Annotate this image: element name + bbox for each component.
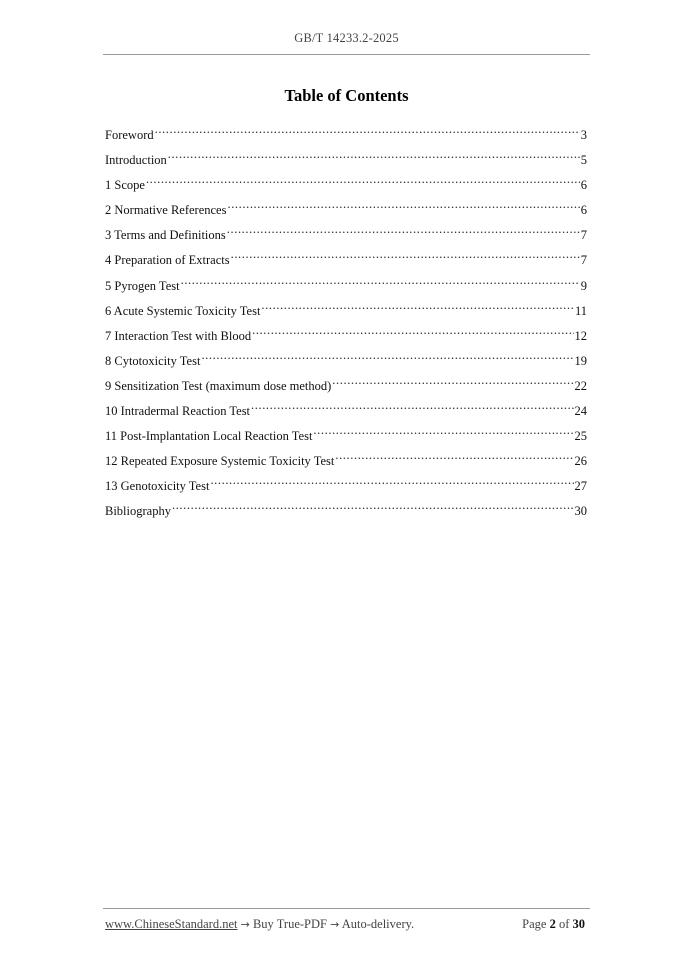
toc-entry-post-implantation-local-reaction-test[interactable] (105, 420, 587, 445)
toc-entry-label: 1 Scope (105, 178, 145, 193)
toc-entry-page: 9 (580, 278, 587, 293)
total-pages-number: 30 (572, 917, 585, 931)
toc-entry-label: 10 Intradermal Reaction Test (105, 404, 251, 419)
toc-leader-dots (313, 420, 573, 440)
toc-entry-page: 24 (574, 404, 587, 419)
auto-delivery-text: Auto-delivery. (341, 917, 415, 931)
toc-leader-dots (251, 395, 573, 415)
toc-entry-label: 2 Normative References (105, 203, 227, 218)
toc-entry-sensitization-test[interactable] (105, 370, 587, 395)
toc-leader-dots (252, 320, 573, 340)
toc-entry-label: 12 Repeated Exposure Systemic Toxicity Test (105, 454, 335, 469)
toc-entry-label: Introduction (105, 153, 167, 168)
toc-entry-page: 30 (574, 504, 587, 519)
toc-entry-genotoxicity-test[interactable] (105, 470, 587, 495)
toc-entry-page: 25 (574, 429, 587, 444)
toc-entry-scope[interactable] (105, 169, 587, 194)
toc-entry-label: 5 Pyrogen Test (105, 278, 180, 293)
toc-leader-dots (335, 445, 573, 465)
toc-entry-normative-references[interactable] (105, 194, 587, 219)
toc-entry-page: 26 (574, 454, 587, 469)
toc-entry-label: Bibliography (105, 504, 171, 519)
right-arrow-icon: → (330, 918, 340, 931)
toc-leader-dots (227, 194, 579, 214)
toc-entry-page: 6 (580, 178, 587, 193)
toc-entry-page: 6 (580, 203, 587, 218)
current-page-number: 2 (549, 917, 556, 931)
toc-leader-dots (231, 244, 580, 264)
toc-entry-page: 22 (574, 378, 587, 393)
site-link[interactable]: www.ChineseStandard.net (105, 917, 238, 931)
toc-leader-dots (261, 295, 574, 315)
toc-entry-page: 7 (580, 228, 587, 243)
toc-leader-dots (155, 119, 580, 139)
toc-entry-page: 12 (574, 328, 587, 343)
page-indicator (522, 917, 585, 932)
toc-entry-label: 6 Acute Systemic Toxicity Test (105, 303, 261, 318)
toc-entry-pyrogen-test[interactable] (105, 270, 587, 295)
toc-leader-dots (146, 169, 580, 189)
toc-entry-interaction-test-with-blood[interactable] (105, 320, 587, 345)
toc-entry-page: 3 (580, 128, 587, 142)
toc-entry-bibliography[interactable] (105, 495, 587, 520)
toc-entry-label: 8 Cytotoxicity Test (105, 353, 201, 368)
toc-entry-preparation-of-extracts[interactable] (105, 244, 587, 269)
toc-entry-introduction[interactable] (105, 144, 587, 169)
toc-leader-dots (210, 470, 573, 490)
toc-leader-dots (227, 219, 580, 239)
toc-entry-foreword[interactable] (105, 119, 587, 144)
toc-entry-intradermal-reaction-test[interactable] (105, 395, 587, 420)
toc-entry-label: 9 Sensitization Test (maximum dose method) (105, 378, 332, 393)
toc-entry-label: 11 Post-Implantation Local Reaction Test (105, 429, 313, 444)
toc-entry-page: 11 (574, 303, 587, 318)
toc-entry-page: 27 (574, 479, 587, 494)
toc-leader-dots (172, 495, 574, 515)
footer-divider (103, 908, 590, 909)
toc-entry-label: 4 Preparation of Extracts (105, 253, 230, 268)
toc-entry-acute-systemic-toxicity-test[interactable] (105, 295, 587, 320)
header-divider (103, 54, 590, 55)
toc-leader-dots (168, 144, 580, 164)
toc-entry-page: 7 (580, 253, 587, 268)
toc-entry-terms-and-definitions[interactable] (105, 219, 587, 244)
buy-true-pdf-text: Buy True-PDF (252, 917, 327, 931)
running-header: GB/T 14233.2-2025 (294, 31, 399, 45)
toc-entry-page: 19 (574, 353, 587, 368)
toc-list (105, 119, 587, 521)
footer-promo (105, 917, 414, 932)
toc-entry-label: 7 Interaction Test with Blood (105, 328, 252, 343)
toc-entry-label: 13 Genotoxicity Test (105, 479, 210, 494)
toc-entry-cytotoxicity-test[interactable] (105, 345, 587, 370)
of-word: of (558, 917, 570, 931)
toc-entry-label: Foreword (105, 128, 154, 142)
toc-entry-page: 5 (580, 153, 587, 168)
toc-entry-repeated-exposure-systemic-toxicity-test[interactable] (105, 445, 587, 470)
page-word: Page (522, 917, 547, 931)
toc-leader-dots (181, 270, 580, 290)
toc-leader-dots (201, 345, 573, 365)
right-arrow-icon: → (240, 918, 250, 931)
toc-title: Table of Contents (284, 86, 409, 105)
toc-entry-label: 3 Terms and Definitions (105, 228, 226, 243)
toc-leader-dots (332, 370, 573, 390)
